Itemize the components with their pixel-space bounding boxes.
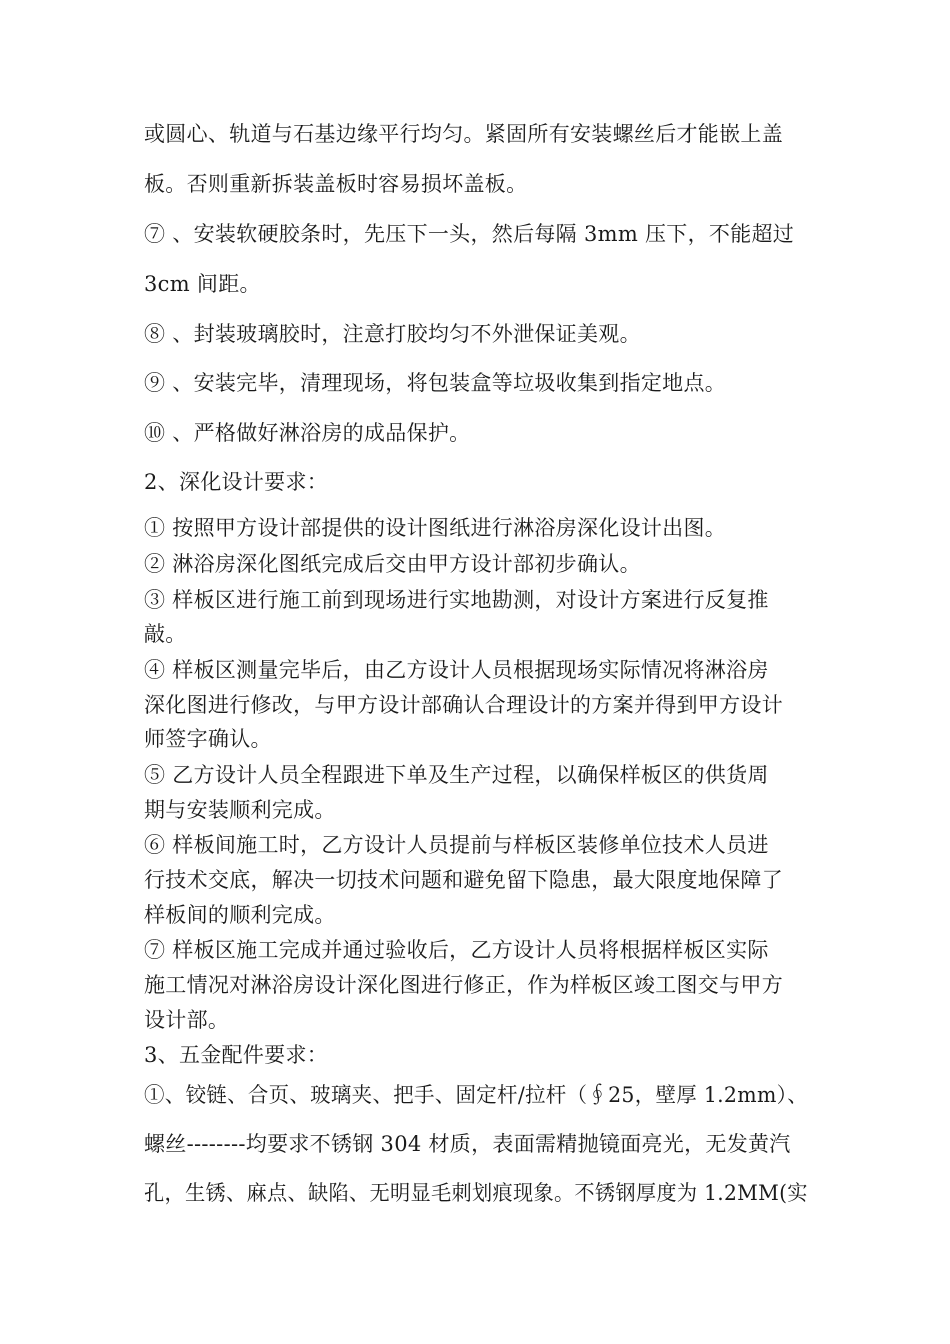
text-line: 样板间的顺利完成。 (144, 903, 336, 927)
text-line: ⑧ 、封装玻璃胶时，注意打胶均匀不外泄保证美观。 (144, 322, 641, 346)
section-heading: 2、深化设计要求： (144, 470, 329, 494)
text-line: ③ 样板区进行施工前到现场进行实地勘测，对设计方案进行反复推 (144, 588, 769, 612)
text-line: 敲。 (144, 622, 187, 646)
text-line: 师签字确认。 (144, 727, 272, 751)
text-line: ⑦ 样板区施工完成并通过验收后，乙方设计人员将根据样板区实际 (144, 938, 769, 962)
text-line: ①、铰链、合页、玻璃夹、把手、固定杆/拉杆（∮25，壁厚 1.2mm）、 (144, 1083, 808, 1107)
text-line: ④ 样板区测量完毕后，由乙方设计人员根据现场实际情况将淋浴房 (144, 658, 769, 682)
text-line: ② 淋浴房深化图纸完成后交由甲方设计部初步确认。 (144, 552, 641, 576)
text-line: 板。否则重新拆装盖板时容易损坏盖板。 (144, 172, 528, 196)
text-line: 孔，生锈、麻点、缺陷、无明显毛刺划痕现象。不锈钢厚度为 1.2MM(实 (144, 1181, 808, 1205)
section-heading: 3、五金配件要求： (144, 1043, 329, 1067)
text-line: ⑤ 乙方设计人员全程跟进下单及生产过程，以确保样板区的供货周 (144, 763, 769, 787)
text-line: ⑨ 、安装完毕，清理现场，将包装盒等垃圾收集到指定地点。 (144, 371, 727, 395)
text-line: 螺丝--------均要求不锈钢 304 材质，表面需精抛镜面亮光，无发黄汽 (144, 1132, 791, 1156)
text-line: ⑦ 、安装软硬胶条时，先压下一头，然后每隔 3mm 压下，不能超过 (144, 222, 795, 246)
text-line: 期与安装顺利完成。 (144, 798, 336, 822)
text-line: 施工情况对淋浴房设计深化图进行修正，作为样板区竣工图交与甲方 (144, 973, 783, 997)
text-line: 设计部。 (144, 1008, 230, 1032)
text-line: 深化图进行修改，与甲方设计部确认合理设计的方案并得到甲方设计 (144, 693, 783, 717)
text-line: 或圆心、轨道与石基边缘平行均匀。紧固所有安装螺丝后才能嵌上盖 (144, 122, 783, 146)
text-line: 3cm 间距。 (144, 272, 261, 296)
text-line: ⑥ 样板间施工时，乙方设计人员提前与样板区装修单位技术人员进 (144, 833, 769, 857)
text-line: ⑩ 、严格做好淋浴房的成品保护。 (144, 421, 471, 445)
text-line: 行技术交底，解决一切技术问题和避免留下隐患，最大限度地保障了 (144, 868, 783, 892)
text-line: ① 按照甲方设计部提供的设计图纸进行淋浴房深化设计出图。 (144, 516, 727, 540)
